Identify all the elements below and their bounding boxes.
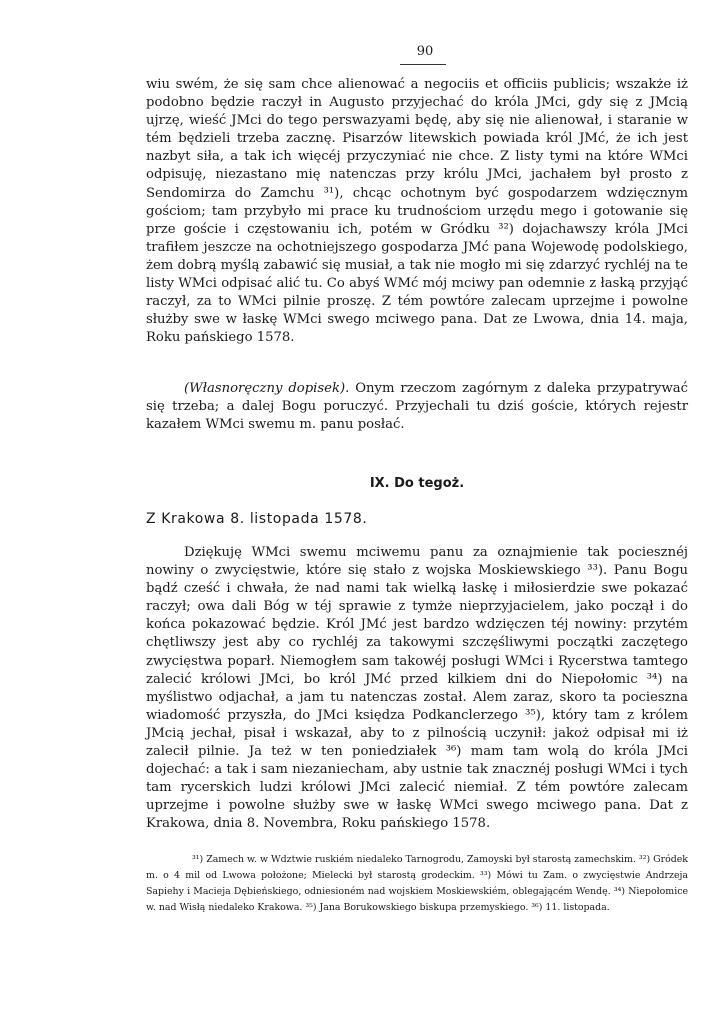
section-heading: IX. Do tegoż.: [369, 476, 465, 491]
postscript-paragraph: [146, 380, 688, 434]
page-number-rule: [400, 64, 446, 65]
letter-ending-paragraph: wiu swém, że się sam chce alienować a negociis et officiis publicis; wszakże iż podobno będzie raczył in Augusto przyjechać do króla JMci, gdy się z JMcią ujrzę, wieść JMci do tego perswazyami będę, aby się nie alienował, i staranie w tém będzieli trzeba zacznę. Pisarzów litewskich powiada król JMć, że ich jest nazbyt siła, a tak ich więcéj przyczyniać nie chce. Z listy tymi na które WMci odpisuję, niezastano mię natenczas przy królu JMci, jachałem był prosto z Sendomirza do Zamchu ³¹), chcąc ochotnym być gospodarzem wdzięcznym gościom; tam przybyło mi prace ku trudnościom urzędu mego i gotowanie się prze goście i częstowaniu ich, potém w Gródku ³²) dojachawszy króla JMci trafiłem jeszcze na ochotniejszego gospodarza JMć pana Wojewodę podolskiego, żem dobrą myślą zabawić się musiał, a tak nie mogło mi się zdarzyć rychléj na te listy WMci odpisać alić tu. Co abyś WMć mój mciwy pan odemnie z łaską przyjąć raczył, za to WMci pilnie proszę. Z tém powtóre zalecam uprzejme i powolne służby swe w łaskę WMci swego mciwego pana. Dat ze Lwowa, dnia 14. maja, Roku pańskiego 1578.: [146, 77, 688, 346]
postscript-text: Onym rzeczom zagórnym z daleka przypatrywać się trzeba; a dalej Bogu poruczyć. Przyjechali tu dziś goście, których rejestr kazałem WMci swemu m. panu posłać.: [146, 381, 689, 433]
letter-body: [146, 544, 688, 834]
footnotes: [146, 852, 688, 916]
section-dateline: Z Krakowa 8. listopada 1578.: [146, 511, 368, 527]
letter-body-paragraph: Dziękuję WMci swemu mciwemu panu za oznajmienie tak pociesznéj nowiny o zwycięstwie, które się stało z wojska Moskiewskiego ³³). Panu Bogu bądź cześć i chwała, że nad nami tak wielką łaskę i miłosierdzie swe pokazać raczył; owa dali Bóg w téj sprawie z tymże nieprzyjacielem, jako począł i do końca pokazować będzie. Król JMć jest bardzo wdzięczen téj nowiny: przytém chętliwszy jest aby co rychléj za takowymi szczęśliwymi początki zaczętego zwycięstwa poparł. Niemogłem sam takowéj posługi WMci i Rycerstwa tamtego zalecić królowi JMci, bo król JMć przed kilkiem dni do Niepołomic ³⁴) na myślistwo odjachał, a jam tu natenczas został. Alem zaraz, skoro ta pocieszna wiadomość przyszła, do JMci księdza Podkanclerzego ³⁵), który tam z królem JMcią jechał, pisał i wskazał, aby to z pilnością uczynił: jakoż odpisał mi iż zalecił pilnie. Ja też w ten poniedziałek ³⁶) mam tam wolą do króla JMci dojechać: a tak i sam niezaniecham, aby ustnie tak znacznéj posługi WMci i tych tam rycerskich ludzi królowi JMci zalecić niemiał. Z tém powtóre zalecam uprzejme i powolne służby swe w łaskę WMci swego mciwego pana. Dat z Krakowa, dnia 8. Novembra, Roku pańskiego 1578.: [146, 545, 688, 832]
letter-ending: [146, 76, 688, 347]
postscript-label: (Własnoręczny dopisek).: [184, 381, 350, 396]
footnotes-paragraph: ³¹) Zamech w. w Wdztwie ruskiém niedaleko Tarnogrodu, Zamoyski był starostą zamechskim. ³²) Gródek m. o 4 mil od Lwowa położone; Mielecki był starostą grodeckim. ³³) Mówi tu Zam. o zwycięstwie Andrzeja Sapiehy i Macieja Dębieńskiego, odniesioném nad wojskiem Moskiewskiém, oblegającém Wendę. ³⁴) Niepołomice w. nad Wisłą niedaleko Krakowa. ³⁵) Jana Borukowskiego biskupa przemyskiego. ³⁶) 11. listopada.: [146, 854, 688, 913]
postscript: [146, 380, 688, 434]
page-number: 90: [416, 44, 434, 59]
